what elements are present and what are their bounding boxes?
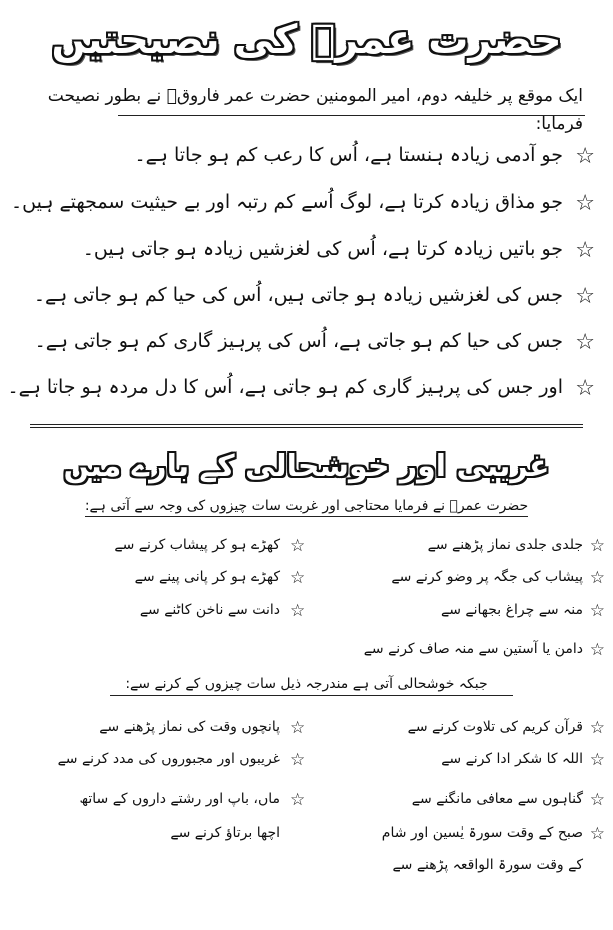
list-item: غریبوں اور مجبوروں کی مدد کرنے سے xyxy=(57,751,280,767)
advice-text: جو مذاق زیادہ کرتا ہے، لوگ اُسے کم رتبہ اور بے حیثیت سمجھتے ہیں۔ xyxy=(11,191,563,213)
star-outline-icon: ☆ xyxy=(589,824,605,844)
star-outline-icon: ☆ xyxy=(575,376,595,401)
intro-text: ایک موقع پر خلیفہ دوم، امیر المومنین حضرت عمر فاروقؓ نے بطور نصیحت فرمایا: xyxy=(47,86,583,134)
list-item: جلدی جلدی نماز پڑھنے سے xyxy=(427,537,583,553)
star-outline-icon: ☆ xyxy=(290,790,306,810)
star-outline-icon: ☆ xyxy=(290,750,306,770)
list-item: ماں، باپ اور رشتے داروں کے ساتھ xyxy=(79,791,280,807)
advice-text: جس کی حیا کم ہو جاتی ہے، اُس کی پرہیز گاری کم ہو جاتی ہے۔ xyxy=(34,330,563,352)
star-outline-icon: ☆ xyxy=(589,568,605,588)
star-outline-icon: ☆ xyxy=(575,144,595,169)
advice-text: جو باتیں زیادہ کرتا ہے، اُس کی لغزشیں زیادہ ہو جاتی ہیں۔ xyxy=(82,238,563,260)
prosperity-intro-underline xyxy=(110,695,513,696)
poverty-intro-underline xyxy=(85,516,528,517)
star-outline-icon: ☆ xyxy=(290,601,306,621)
star-outline-icon: ☆ xyxy=(589,750,605,770)
star-outline-icon: ☆ xyxy=(290,568,306,588)
star-outline-icon: ☆ xyxy=(589,718,605,738)
intro-underline xyxy=(118,115,585,116)
list-item: قرآن کریم کی تلاوت کرنے سے xyxy=(407,719,583,735)
list-item: پیشاب کی جگہ پر وضو کرنے سے xyxy=(391,569,583,585)
star-outline-icon: ☆ xyxy=(589,790,605,810)
advice-text: جو آدمی زیادہ ہنستا ہے، اُس کا رعب کم ہو جاتا ہے۔ xyxy=(134,144,563,166)
star-outline-icon: ☆ xyxy=(589,536,605,556)
list-item-continued: اچھا برتاؤ کرنے سے xyxy=(170,825,280,841)
star-outline-icon: ☆ xyxy=(290,536,306,556)
poverty-intro: حضرت عمرؓ نے فرمایا محتاجی اور غربت سات چیزوں کی وجہ سے آتی ہے: xyxy=(84,498,529,514)
section-divider xyxy=(30,424,583,428)
star-outline-icon: ☆ xyxy=(575,238,595,263)
list-item: گناہوں سے معافی مانگنے سے xyxy=(411,791,583,807)
advice-text: جس کی لغزشیں زیادہ ہو جاتی ہیں، اُس کی حیا کم ہو جاتی ہے۔ xyxy=(33,284,563,306)
list-item: اللہ کا شکر ادا کرنے سے xyxy=(441,751,583,767)
star-outline-icon: ☆ xyxy=(589,640,605,660)
list-item: منہ سے چراغ بجھانے سے xyxy=(441,602,583,618)
advice-text: اور جس کی پرہیز گاری کم ہو جاتی ہے، اُس کا دل مردہ ہو جاتا ہے۔ xyxy=(7,376,563,398)
star-outline-icon: ☆ xyxy=(290,718,306,738)
list-item: صبح کے وقت سورۃ یٰسین اور شام xyxy=(381,825,583,841)
star-outline-icon: ☆ xyxy=(575,284,595,309)
page-title: حضرت عمرؓ کی نصیحتیں xyxy=(51,17,562,63)
star-outline-icon: ☆ xyxy=(575,330,595,355)
list-item-continued: کے وقت سورۃ الواقعہ پڑھنے سے xyxy=(392,857,583,873)
list-item: پانچوں وقت کی نماز پڑھنے سے xyxy=(99,719,280,735)
list-item: دامن یا آستین سے منہ صاف کرنے سے xyxy=(363,641,583,657)
list-item: دانت سے ناخن کاٹنے سے xyxy=(139,602,280,618)
prosperity-intro: جبکہ خوشحالی آتی ہے مندرجہ ذیل سات چیزوں کے کرنے سے: xyxy=(125,676,488,692)
star-outline-icon: ☆ xyxy=(589,601,605,621)
section-heading: غریبی اور خوشحالی کے بارے میں xyxy=(63,449,550,484)
list-item: کھڑے ہو کر پانی پینے سے xyxy=(134,569,280,585)
list-item: کھڑے ہو کر پیشاب کرنے سے xyxy=(114,537,280,553)
star-outline-icon: ☆ xyxy=(575,191,595,216)
